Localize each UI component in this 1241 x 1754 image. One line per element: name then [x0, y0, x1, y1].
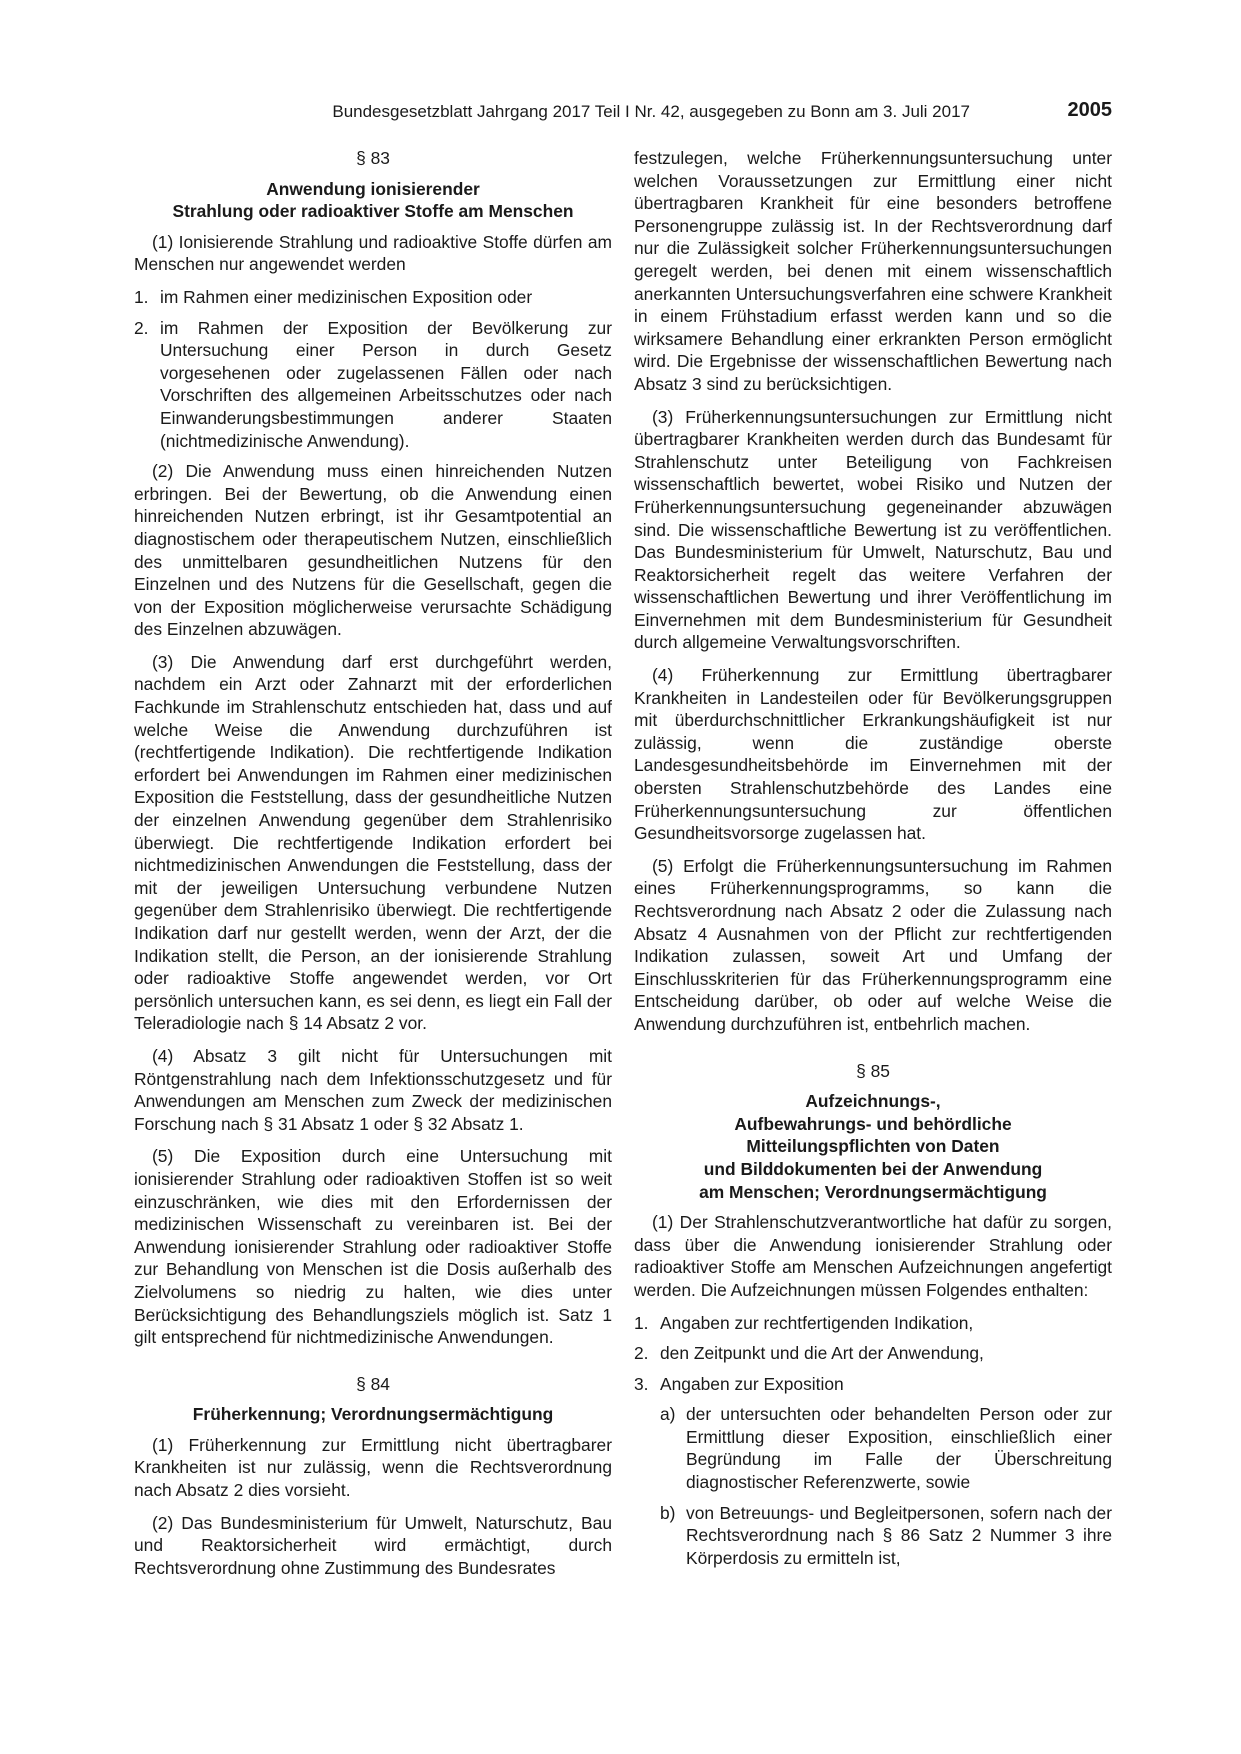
item-text: den Zeitpunkt und die Art der Anwendung,: [660, 1343, 984, 1364]
item-text: Angaben zur rechtfertigenden Indikation,: [660, 1312, 974, 1333]
section-85-title-line4: und Bilddokumenten bei der Anwendung: [703, 1158, 1043, 1179]
section-84-para-1: (1) Früherkennung zur Ermittlung nicht übertragbarer Krankheiten ist nur zulässig, wenn die Rechtsverordnung nach Absatz 2 dies vorsieht.: [134, 1434, 612, 1501]
item-number: 2.: [634, 1343, 649, 1364]
section-84-para-3: (3) Früherkennungsuntersuchungen zur Ermittlung nicht übertragbarer Krankheiten werden durch das Bundesamt für Strahlenschutz unter Beteiligung von Fachkreisen wissenschaftlich bewertet, wobei Risiko und Nutzen der Früherkennungsuntersuchung gegeneinander abzuwägen sind. Die wissenschaftliche Bewertung ist zu veröffentlichen. Das Bundesministerium für Umwelt, Naturschutz, Bau und Reaktorsicherheit regelt das weitere Verfahren der wissenschaftlichen Bewertung und ihrer Veröffentlichung im Einvernehmen mit dem Bundesministerium für Gesundheit durch allgemeine Verwaltungsvorschriften.: [634, 406, 1112, 653]
subitem-letter: a): [660, 1404, 676, 1425]
section-85-title: [634, 1090, 1112, 1203]
item-text: im Rahmen der Exposition der Bevölkerung zur Untersuchung einer Person in durch Gesetz vorgesehenen oder zugelassenen Fällen oder nach Vorschriften des allgemeinen Arbeitsschutzes oder nach Einwanderungsbestimmungen anderer Staaten (nichtmedizinische Anwendung).: [160, 317, 612, 451]
section-85-title-line1: Aufzeichnungs-,: [805, 1091, 941, 1112]
section-85-title-line5: am Menschen; Verordnungsermächtigung: [699, 1181, 1047, 1202]
section-83-number: § 83: [356, 148, 390, 168]
section-85-para-1: (1) Der Strahlenschutzverantwortliche hat dafür zu sorgen, dass über die Anwendung ionisierender Strahlung oder radioaktiver Stoffe am Menschen Aufzeichnungen angefertigt werden. Die Aufzeichnungen müssen Folgendes enthalten:: [634, 1212, 1112, 1300]
section-85-number: § 85: [856, 1060, 890, 1081]
subitem-text: von Betreuungs- und Begleitpersonen, sofern nach der Rechtsverordnung nach § 86 Satz 2 Nummer 3 ihre Körperdosis zu ermitteln ist,: [686, 1502, 1112, 1568]
item-number: 2.: [134, 317, 149, 338]
section-83-para-5: (5) Die Exposition durch eine Untersuchung mit ionisierender Strahlung oder radioaktiven Stoffen ist so weit einzuschränken, wie dies mit den Erfordernissen der medizinischen Wissenschaft zu vereinbaren ist. Bei der Anwendung ionisierender Strahlung oder radioaktiver Stoffe zur Behandlung von Menschen ist die Dosis außerhalb des Zielvolumens so niedrig zu halten, wie dies unter Berücksichtigung des Behandlungsziels möglich ist. Satz 1 gilt entsprechend für nichtmedizinische Anwendungen.: [134, 1146, 612, 1348]
spacer: [634, 1046, 1112, 1060]
section-83-para-2: (2) Die Anwendung muss einen hinreichenden Nutzen erbringen. Bei der Bewertung, ob die Anwendung einen hinreichenden Nutzen erbringt, ist ihr Gesamtpotential an diagnostischem oder therapeutischem Nutzen, einschließlich des unmittelbaren gesundheitlichen Nutzens für den Einzelnen und des Nutzens für die Gesellschaft, gegen die von der Exposition möglicherweise verursachte Schädigung des Einzelnen abzuwägen.: [134, 461, 612, 640]
section-85-item-1: [634, 1312, 1112, 1335]
item-number: 1.: [634, 1312, 649, 1333]
section-85-item-2: [634, 1342, 1112, 1365]
section-85-item-3b: [660, 1502, 1112, 1570]
section-84-para-2-continued: festzulegen, welche Früherkennungsuntersuchung unter welchen Voraussetzungen zur Ermittlung einer nicht übertragbaren Krankheit für eine besonders betroffene Personengruppe zulässig ist. In der Rechtsverordnung darf nur die Zulässigkeit solcher Früherkennungsuntersuchungen geregelt werden, bei denen mit einem wissenschaftlich anerkannten Untersuchungsverfahren eine schwere Krankheit in einem Frühstadium erfasst werden kann und so die wirksamere Behandlung einer erkrankten Person ermöglicht wird. Die Ergebnisse der wissenschaftlichen Bewertung nach Absatz 3 sind zu berücksichtigen.: [634, 148, 1112, 394]
page-number: 2005: [1067, 99, 1112, 121]
subitem-letter: b): [660, 1502, 676, 1523]
section-84-para-2: (2) Das Bundesministerium für Umwelt, Naturschutz, Bau und Reaktorsicherheit wird ermächtigt, durch Rechtsverordnung ohne Zustimmung des Bundesrates: [134, 1512, 612, 1578]
section-85-item-3: [634, 1373, 1112, 1396]
section-83-item-2: [134, 317, 612, 453]
section-84-para-5: (5) Erfolgt die Früherkennungsuntersuchung im Rahmen eines Früherkennungsprogramms, so kann die Rechtsverordnung nach Absatz 2 oder die Zulassung nach Absatz 4 Ausnahmen von der Pflicht zur rechtfertigenden Indikation zulassen, soweit Art und Umfang der Einschlusskriterien für das Früherkennungsprogramm eine Entscheidung darüber, ob oder auf welche Weise die Anwendung durchzuführen ist, entbehrlich machen.: [634, 855, 1112, 1034]
section-84-para-4: (4) Früherkennung zur Ermittlung übertragbarer Krankheiten in Landesteilen oder für Bevölkerungsgruppen mit überdurchschnittlicher Erkrankungshäufigkeit ist nur zulässig, wenn die zuständige oberste Landesgesundheitsbehörde im Einvernehmen mit der obersten Strahlenschutzbehörde des Landes eine Früherkennungsuntersuchung zur öffentlichen Gesundheitsvorsorge zugelassen hat.: [634, 665, 1112, 844]
subitem-text: der untersuchten oder behandelten Person oder zur Ermittlung dieser Exposition, einschließlich einer Begründung im Falle der Überschreitung diagnostischer Referenzwerte, sowie: [686, 1404, 1112, 1493]
section-85-title-line3: Mitteilungspflichten von Daten: [746, 1136, 1000, 1157]
section-83-para-4: (4) Absatz 3 gilt nicht für Untersuchungen mit Röntgenstrahlung nach dem Infektionsschutzgesetz und für Anwendungen am Menschen zum Zweck der medizinischen Forschung nach § 31 Absatz 1 oder § 32 Absatz 1.: [134, 1045, 612, 1134]
section-85-title-line2: Aufbewahrungs- und behördliche: [734, 1113, 1012, 1134]
item-number: 3.: [634, 1373, 649, 1394]
section-84-title: Früherkennung; Verordnungsermächtigung: [192, 1404, 554, 1425]
spacer: [134, 1359, 612, 1373]
left-column: [134, 147, 612, 1589]
section-83-title-line2: Strahlung oder radioaktiver Stoffe am Menschen: [172, 201, 574, 222]
running-title: Bundesgesetzblatt Jahrgang 2017 Teil I Nr. 42, ausgegeben zu Bonn am 3. Juli 2017: [332, 102, 970, 121]
item-text: im Rahmen einer medizinischen Exposition oder: [160, 286, 533, 307]
section-84-number: § 84: [356, 1373, 390, 1394]
right-column: [634, 147, 1112, 1577]
item-number: 1.: [134, 286, 149, 307]
section-83-para-1: (1) Ionisierende Strahlung und radioaktive Stoffe dürfen am Menschen nur angewendet werden: [134, 231, 612, 275]
page-header: [134, 98, 1112, 126]
section-83-item-1: [134, 286, 612, 309]
section-83-title: [134, 178, 612, 223]
section-83-title-line1: Anwendung ionisierender: [266, 178, 480, 199]
section-85-item-3a: [660, 1403, 1112, 1493]
section-83-para-3: (3) Die Anwendung darf erst durchgeführt werden, nachdem ein Arzt oder Zahnarzt mit der erforderlichen Fachkunde im Strahlenschutz entschieden hat, dass und auf welche Weise die Anwendung durchzuführen ist (rechtfertigende Indikation). Die rechtfertigende Indikation erfordert bei Anwendungen im Rahmen einer medizinischen Exposition die Feststellung, dass der gesundheitliche Nutzen der einzelnen Anwendung gegenüber dem Strahlenrisiko überwiegt. Die rechtfertigende Indikation erfordert bei nichtmedizinischen Anwendungen die Feststellung, dass der mit der jeweiligen Untersuchung verbundene Nutzen gegenüber dem Strahlenrisiko überwiegt. Die rechtfertigende Indikation darf nur gestellt werden, wenn der Arzt, der die Indikation stellt, die Person, an der ionisierende Strahlung oder radioaktive Stoffe angewendet werden, vor Ort persönlich untersuchen kann, es sei denn, es liegt ein Fall der Teleradiologie nach § 14 Absatz 2 vor.: [134, 651, 612, 1034]
item-text: Angaben zur Exposition: [660, 1373, 844, 1394]
